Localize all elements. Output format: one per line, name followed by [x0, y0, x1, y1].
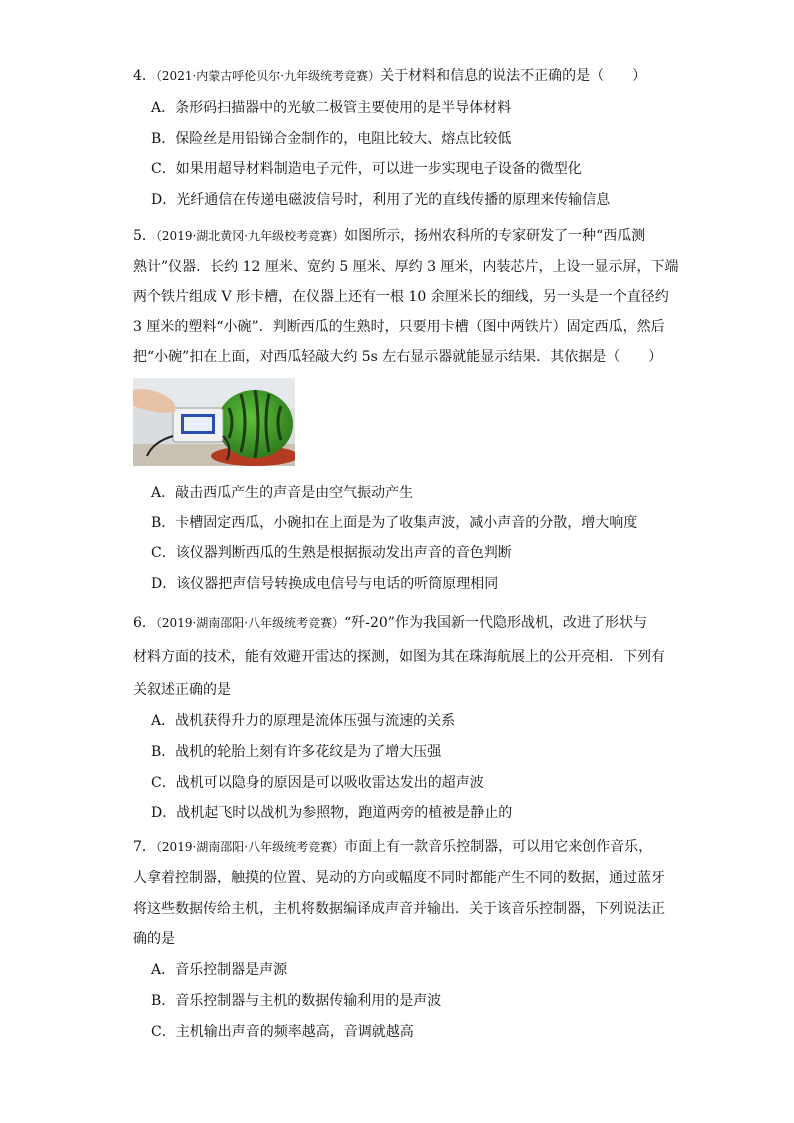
question-5-stem-line-3: 两个铁片组成 V 形卡槽，在仪器上还有一根 10 余厘米长的细线，另一头是一个直径约 — [133, 289, 669, 305]
question-6-option-c: C．战机可以隐身的原因是可以吸收雷达发出的超声波 — [151, 775, 484, 791]
question-5-stem-line-2: 熟计”仪器．长约 12 厘米、宽约 5 厘米、厚约 3 厘米，内装芯片，上设一显示屏，下端 — [133, 259, 679, 275]
question-number: 7． — [133, 839, 156, 855]
question-7-stem-line-2: 人拿着控制器，触摸的位置、晃动的方向或幅度不同时都能产生不同的数据，通过蓝牙 — [133, 870, 665, 886]
question-6-stem-line-2: 材料方面的技术，能有效避开雷达的探测，如图为其在珠海航展上的公开亮相．下列有 — [133, 649, 665, 665]
question-4-option-b: B．保险丝是用铅锑合金制作的，电阻比较大、熔点比较低 — [151, 131, 512, 147]
watermelon-meter-photo — [133, 378, 295, 466]
question-7-option-c: C．主机输出声音的频率越高，音调就越高 — [151, 1024, 414, 1040]
question-4-stem — [133, 66, 646, 86]
question-6-option-d: D．战机起飞时以战机为参照物，跑道两旁的植被是静止的 — [151, 805, 513, 821]
question-6-stem — [133, 613, 647, 633]
question-source: （2019·湖北黄冈·九年级校考竞赛） — [155, 229, 345, 243]
question-7-option-a: A．音乐控制器是声源 — [151, 962, 288, 978]
question-5-option-a: A．敲击西瓜产生的声音是由空气振动产生 — [151, 485, 414, 501]
question-5-stem-line-4: 3 厘米的塑料“小碗”．判断西瓜的生熟时，只要用卡槽（图中两铁片）固定西瓜，然后 — [133, 319, 665, 335]
question-stem-text: 关于材料和信息的说法不正确的是（ ） — [380, 68, 647, 84]
question-7-stem-line-3: 将这些数据传给主机，主机将数据编译成声音并输出．关于该音乐控制器，下列说法正 — [133, 901, 665, 917]
question-5-option-c: C．该仪器判断西瓜的生熟是根据振动发出声音的音色判断 — [151, 545, 512, 561]
question-stem-text: 市面上有一款音乐控制器，可以用它来创作音乐， — [344, 839, 653, 855]
question-6-stem-line-3: 关叙述正确的是 — [133, 682, 231, 698]
question-4-option-a: A．条形码扫描器中的光敏二极管主要使用的是半导体材料 — [151, 100, 512, 116]
question-source: （2019·湖南邵阳·八年级统考竞赛） — [155, 616, 345, 630]
question-stem-text: “歼-20”作为我国新一代隐形战机，改进了形状与 — [344, 615, 647, 631]
question-5-option-d: D．该仪器把声信号转换成电信号与电话的听筒原理相同 — [151, 576, 499, 592]
question-number: 6． — [133, 615, 156, 631]
question-7-option-b: B．音乐控制器与主机的数据传输利用的是声波 — [151, 993, 442, 1009]
question-7-stem-line-4: 确的是 — [133, 931, 175, 947]
question-5-stem-line-5: 把“小碗”扣在上面，对西瓜轻敲大约 5s 左右显示器就能显示结果．其依据是（ ） — [133, 349, 663, 365]
question-4-option-d: D．光纤通信在传递电磁波信号时，利用了光的直线传播的原理来传输信息 — [151, 192, 611, 208]
question-number: 5． — [133, 228, 156, 244]
question-5-stem — [133, 226, 645, 246]
question-6-option-b: B．战机的轮胎上刻有许多花纹是为了增大压强 — [151, 744, 442, 760]
question-7-stem — [133, 837, 652, 857]
question-number: 4． — [133, 68, 156, 84]
question-6-option-a: A．战机获得升力的原理是流体压强与流速的关系 — [151, 713, 456, 729]
question-stem-text: 如图所示，扬州农科所的专家研发了一种“西瓜测 — [344, 228, 646, 244]
question-5-option-b: B．卡槽固定西瓜，小碗扣在上面是为了收集声波，减小声音的分散，增大响度 — [151, 515, 638, 531]
question-4-option-c: C．如果用超导材料制造电子元件，可以进一步实现电子设备的微型化 — [151, 161, 582, 177]
question-source: （2019·湖南邵阳·八年级统考竞赛） — [155, 840, 345, 854]
question-source: （2021·内蒙古呼伦贝尔·九年级统考竞赛） — [155, 69, 381, 83]
